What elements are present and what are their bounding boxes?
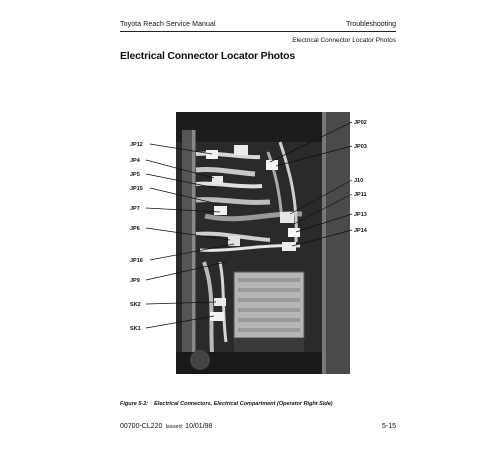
connector-block — [212, 176, 223, 184]
label-jp15: JP15 — [130, 186, 143, 192]
connector-block — [282, 242, 296, 251]
header-divider — [120, 31, 396, 32]
connector-block — [280, 212, 294, 223]
wire-bundle — [196, 200, 270, 203]
module-fin — [238, 298, 300, 302]
issue-date: 10/01/98 — [185, 423, 213, 430]
label-jp5: JP5 — [130, 172, 140, 178]
label-jp7: JP7 — [130, 206, 140, 212]
label-jp16: JP16 — [130, 258, 143, 264]
header-section: Troubleshooting — [346, 21, 396, 28]
header-subsection: Electrical Connector Locator Photos — [292, 37, 396, 44]
label-jp11: JP11 — [354, 192, 367, 198]
label-jp12: JP12 — [130, 142, 143, 148]
label-jp02: JP02 — [354, 120, 367, 126]
connector-block — [206, 150, 218, 159]
label-jp13: JP13 — [354, 212, 367, 218]
label-jp4: JP4 — [130, 158, 140, 164]
header-manual-title: Toyota Reach Service Manual — [120, 21, 216, 28]
page-number: 5-15 — [381, 423, 396, 430]
connector-photo — [130, 112, 380, 374]
label-jp03: JP03 — [354, 144, 367, 150]
label-jp9: JP9 — [130, 278, 140, 284]
module-fin — [238, 328, 300, 332]
panel-edge — [322, 112, 326, 374]
figure-number: Figure 5-2: — [120, 401, 149, 407]
module-fin — [238, 278, 300, 282]
connector-block — [288, 228, 300, 237]
connector-block — [266, 160, 278, 170]
left-bracket-edge — [192, 130, 195, 365]
side-panel — [326, 112, 350, 374]
footer-doc-info — [120, 423, 212, 430]
page-title: Electrical Connector Locator Photos — [120, 50, 296, 62]
figure-caption — [120, 401, 333, 407]
label-sk2: SK2 — [130, 302, 141, 308]
module-fin — [238, 288, 300, 292]
module-fin — [238, 318, 300, 322]
lower-fixture — [190, 350, 210, 370]
connector-photo-figure — [130, 112, 380, 374]
module-base — [234, 338, 304, 352]
figure-caption-text: Electrical Connectors, Electrical Compartment (Operator Right Side) — [154, 401, 333, 407]
module-fin — [238, 308, 300, 312]
upper-shadow — [176, 112, 322, 142]
connector-block — [234, 145, 248, 155]
doc-number: 00700-CL220 — [120, 423, 163, 430]
label-sk1: SK1 — [130, 326, 141, 332]
issued-label: Issued: — [165, 424, 184, 430]
connector-block — [214, 206, 227, 215]
label-jp14: JP14 — [354, 228, 367, 234]
label-jp6: JP6 — [130, 226, 140, 232]
label-j10: J10 — [354, 178, 364, 184]
